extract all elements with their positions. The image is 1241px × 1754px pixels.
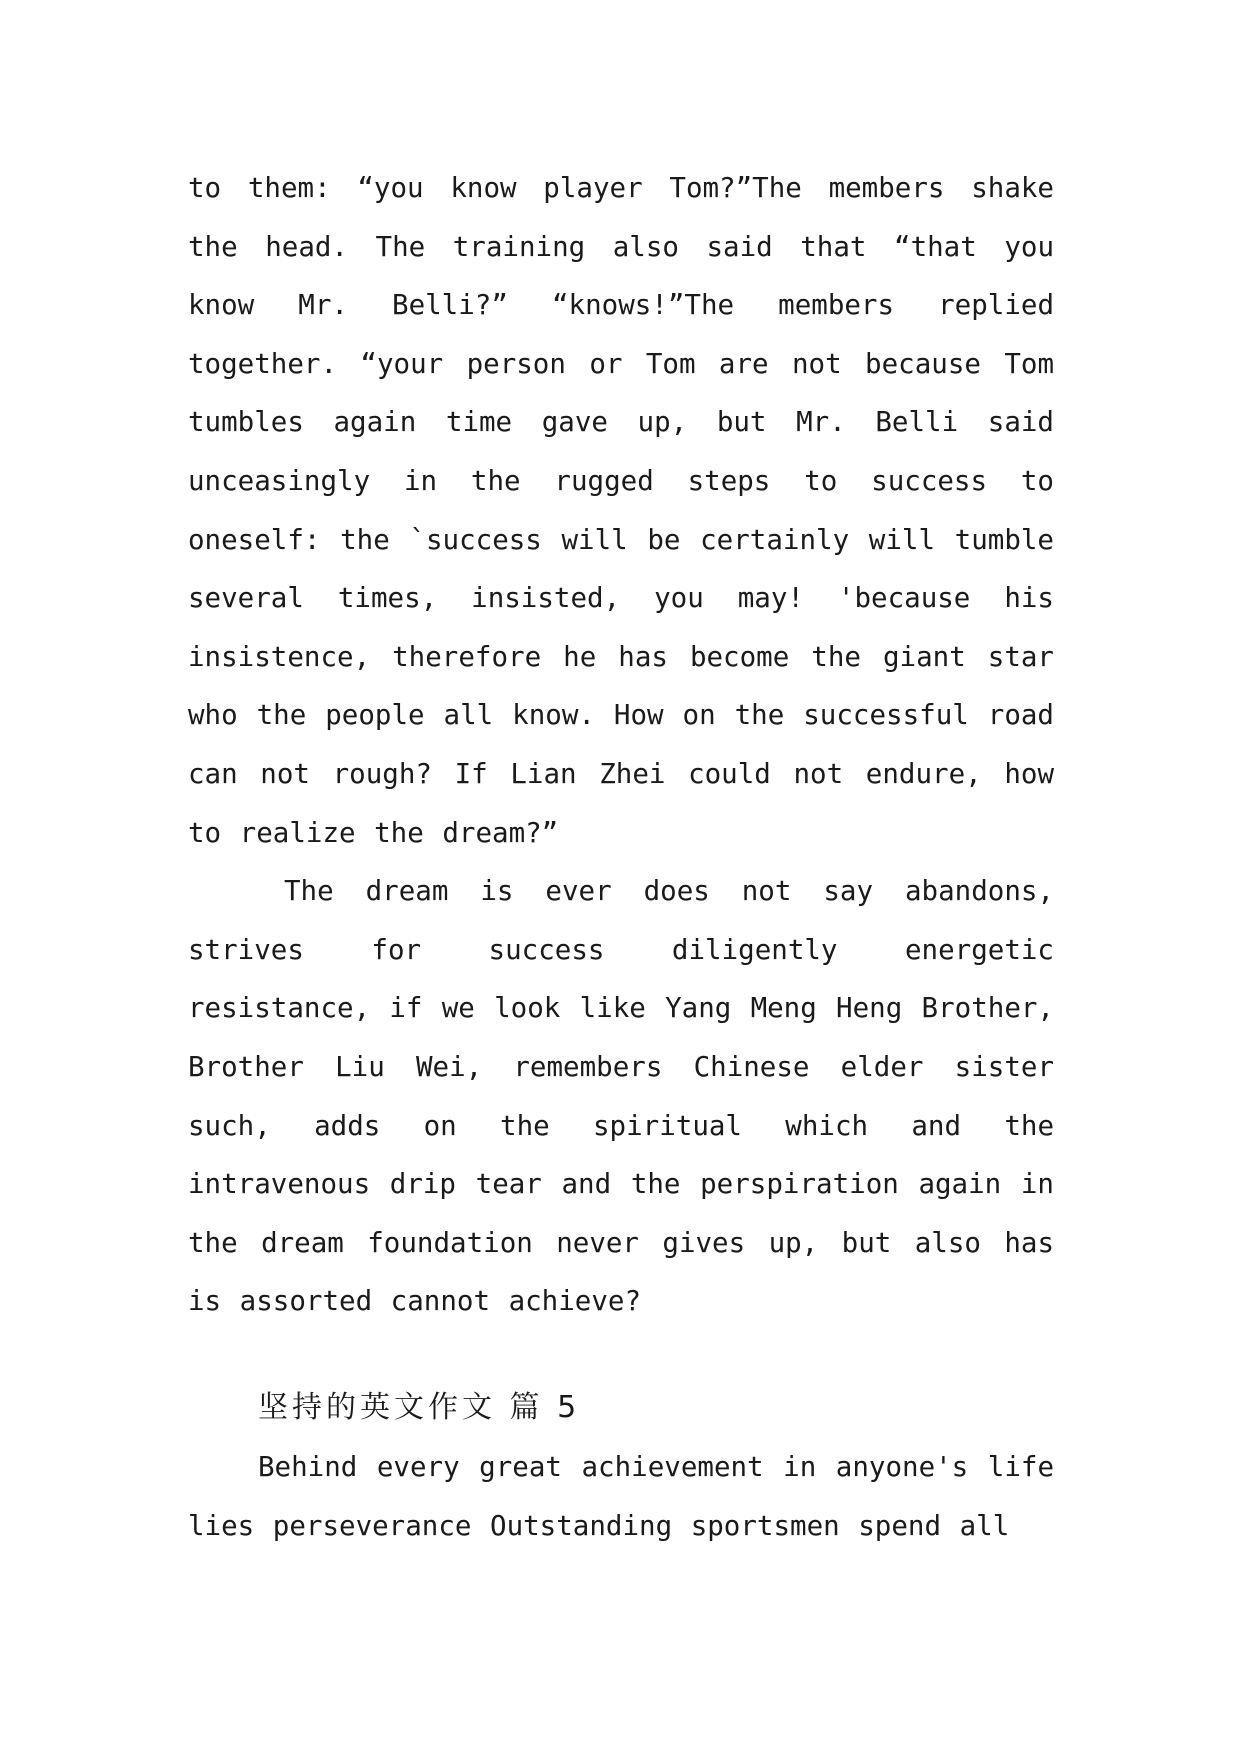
body-text-top: [188, 159, 1054, 1331]
section-heading: 坚持的英文作文 篇 5: [258, 1390, 581, 1425]
paragraph-tom-belli-story: to them: “you know player Tom?”The members shake the head. The training also said that “that you know Mr. Belli?” “knows!”The members replied together. “your person or Tom are not because Tom tumbles again time gave up, but Mr. Belli said unceasingly in the rugged steps to success to oneself: the `success will be certainly will tumble several times, insisted, you may! 'because his insistence, therefore he has become the giant star who the people all know. How on the successful road can not rough? If Lian Zhei could not endure, how to realize the dream?”: [188, 172, 1054, 849]
paragraph-perseverance-intro: Behind every great achievement in anyone's life lies perseverance Outstanding sportsmen spend all: [188, 1451, 1054, 1542]
body-text-bottom: [188, 1438, 1054, 1555]
paragraph-dream-never-abandon: The dream is ever does not say abandons, strives for success diligently energetic resistance, if we look like Yang Meng Heng Brother, Brother Liu Wei, remembers Chinese elder sister such, adds on the spiritual which and the intravenous drip tear and the perspiration again in the dream foundation never gives up, but also has is assorted cannot achieve?: [188, 875, 1054, 1318]
